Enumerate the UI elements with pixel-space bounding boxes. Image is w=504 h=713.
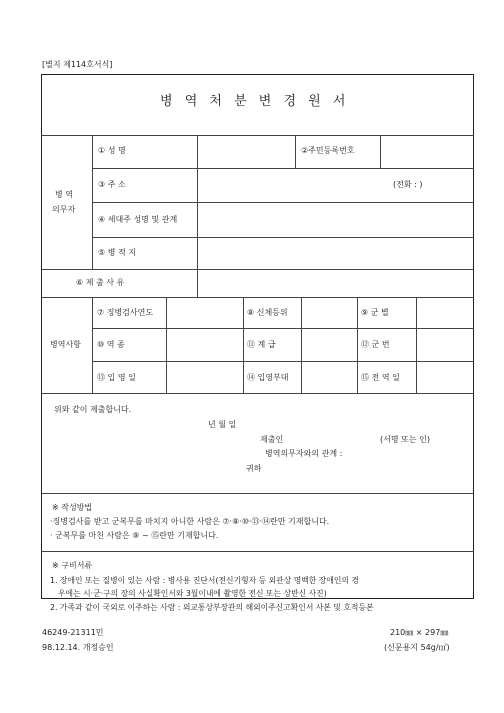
divider [166,297,167,393]
sign-label: (서명 또는 인) [380,435,430,444]
physical-grade-field[interactable] [303,299,355,326]
military-status-label: ⑤ 병 적 지 [98,248,136,257]
applicant-label: 의무자 [52,205,76,214]
submitter-label: 제출인 [260,435,284,444]
applicant-label: 병 역 [55,190,73,199]
service-no-label: ⑫ 군 번 [361,340,390,349]
to-label: 귀하 [246,464,262,473]
paper-size: 210㎜ × 297㎜ [390,628,449,637]
discharge-date-field[interactable] [418,363,472,391]
approval-date: 98.12.14. 개정승인 [42,643,114,652]
reason-field[interactable] [199,271,471,295]
service-no-field[interactable] [418,330,472,359]
divider [41,393,474,394]
instruction-line: ·징병검사를 받고 군복무를 마치지 아니한 사람은 ⑦·⑧·⑩·⑬·⑭란만 기재합니다. [50,517,330,526]
household-field[interactable] [199,204,471,235]
divider [92,202,474,203]
divider [41,269,474,270]
document-line: 우에는 시·군·구의 장의 사실확인서와 3월이내에 촬영한 전신 또는 상반신 사진) [58,589,327,598]
divider [416,297,417,393]
physical-grade-label: ⑧ 신체등위 [247,308,288,317]
submission-date: 년 월 일 [208,420,237,429]
resident-no-label: ②주민등록번호 [301,146,355,155]
military-status-field[interactable] [199,239,471,267]
form-id: [별지 제114호서식] [42,60,113,69]
enlist-unit-field[interactable] [303,363,355,391]
instruction-line: · 군복무를 마친 사람은 ⑨ ~ ⑮란만 기재합니다. [50,531,219,540]
phone-label: (전화 : ) [393,180,423,189]
enlist-date-field[interactable] [168,363,241,391]
enlist-unit-label: ⑭ 입영부대 [247,373,289,382]
divider [92,135,93,269]
instructions-header: ※ 작성방법 [52,503,93,512]
reason-label: ⑥ 제 출 사 유 [76,278,125,287]
divider [41,297,474,298]
address-field[interactable] [199,170,389,200]
documents-header: ※ 구비서류 [52,561,93,570]
divider [301,297,302,393]
relation-label: 병역의무자와의 관계 : [265,449,343,458]
name-label: ① 성 명 [98,146,126,155]
name-field[interactable] [199,137,293,166]
divider [92,168,474,169]
address-label: ③ 주 소 [98,180,126,189]
divider [295,135,296,168]
exam-year-label: ⑦ 징병검사연도 [97,308,154,317]
exam-year-field[interactable] [168,299,241,326]
divider [197,168,198,269]
discharge-date-label: ⑮ 전 역 일 [361,373,400,382]
divider [92,297,93,393]
document-line: 1. 장애인 또는 질병이 있는 사람 : 병사용 진단서(전신기형자 등 외관상 명백한 장애인의 경 [50,576,359,585]
enlist-date-label: ⑬ 입 영 일 [97,373,136,382]
divider [41,493,474,494]
form-code: 46249-21311민 [42,628,104,637]
household-label: ④ 세대주 성명 및 관계 [98,215,178,224]
divider [92,237,474,238]
service-label: ⑩ 역 종 [97,340,125,349]
divider [197,269,198,297]
divider [41,551,474,552]
branch-label: ⑨ 군 별 [361,308,389,317]
document-line: 2. 가족과 같이 국외로 이주하는 사람 : 외교통상부장관의 해외이주신고확인서 사본 및 호적등본 [50,603,374,612]
service-field[interactable] [168,330,241,359]
divider [380,135,381,168]
rank-field[interactable] [303,330,355,359]
divider [243,297,244,393]
divider [41,135,474,136]
branch-field[interactable] [418,299,472,326]
resident-no-field[interactable] [382,137,472,166]
divider [197,135,198,168]
paper-type: (신문용지 54g/㎡) [384,643,450,652]
divider [357,297,358,393]
rank-label: ⑪ 계 급 [247,340,276,349]
form-title: 병 역 처 분 변 경 원 서 [160,94,350,109]
statement: 위와 같이 제출합니다. [54,405,132,414]
military-label: 병역사항 [50,340,81,349]
